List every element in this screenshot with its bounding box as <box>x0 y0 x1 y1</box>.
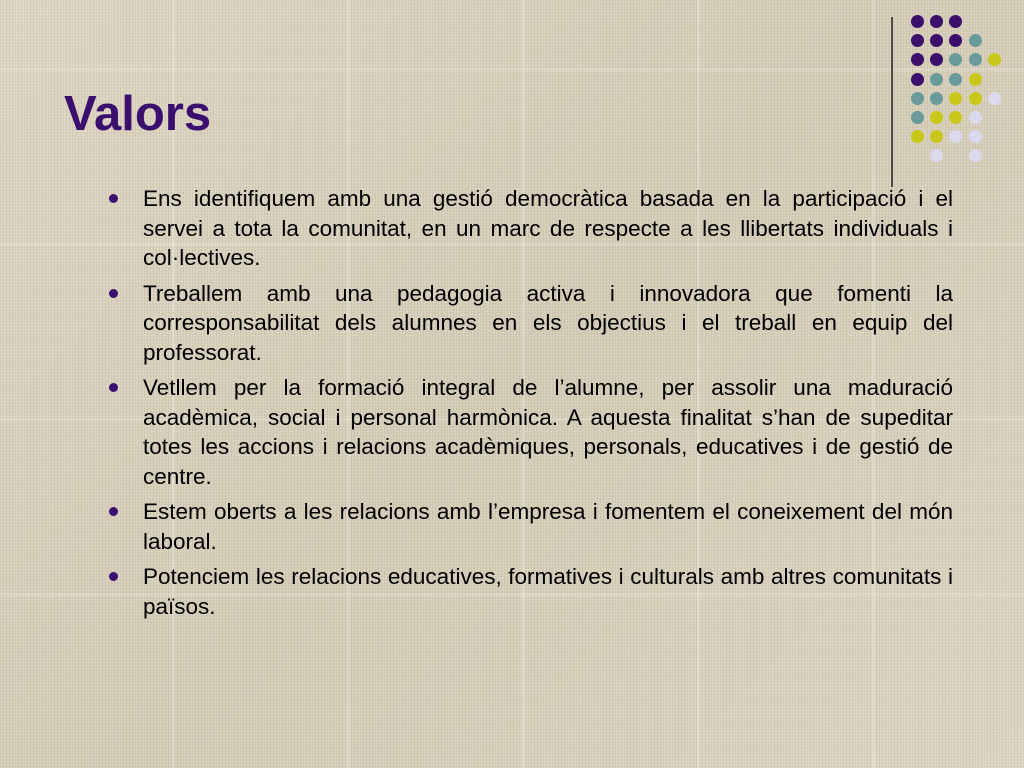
slide-title: Valors <box>64 87 212 141</box>
purple-dot-icon <box>911 34 924 47</box>
teal-dot-icon <box>949 73 962 86</box>
bullet-item <box>105 279 953 368</box>
teal-dot-icon <box>911 111 924 124</box>
bullet-text: Treballem amb una pedagogia activa i innovadora que fomenti la corresponsabilitat dels alumnes en els objectius i el treball en equip del professorat. <box>143 280 953 365</box>
bullet-icon <box>109 383 118 392</box>
bullet-text: Potenciem les relacions educatives, formatives i culturals amb altres comunitats i països. <box>143 564 953 619</box>
bullet-icon <box>109 289 118 298</box>
teal-dot-icon <box>949 53 962 66</box>
bullet-item <box>105 497 953 556</box>
bullet-text: Vetllem per la formació integral de l’alumne, per assolir una maduració acadèmica, social i personal harmònica. A aquesta finalitat s’han de supeditar totes les accions i relacions acadèmiques, personals, educatives i de gestió de centre. <box>143 375 953 489</box>
decorative-vertical-line <box>891 17 893 187</box>
purple-dot-icon <box>911 73 924 86</box>
lavender-dot-icon <box>930 149 943 162</box>
purple-dot-icon <box>949 34 962 47</box>
purple-dot-icon <box>911 53 924 66</box>
yellow-dot-icon <box>911 130 924 143</box>
teal-dot-icon <box>969 53 982 66</box>
purple-dot-icon <box>911 15 924 28</box>
bullet-list <box>105 184 953 627</box>
yellow-dot-icon <box>949 111 962 124</box>
decorative-dot-grid <box>911 15 1011 165</box>
lavender-dot-icon <box>969 149 982 162</box>
purple-dot-icon <box>930 34 943 47</box>
bullet-icon <box>109 572 118 581</box>
bullet-icon <box>109 507 118 516</box>
purple-dot-icon <box>930 53 943 66</box>
teal-dot-icon <box>930 73 943 86</box>
teal-dot-icon <box>911 92 924 105</box>
lavender-dot-icon <box>969 130 982 143</box>
bullet-text: Estem oberts a les relacions amb l’empresa i fomentem el coneixement del món laboral. <box>143 499 953 554</box>
yellow-dot-icon <box>969 92 982 105</box>
purple-dot-icon <box>949 15 962 28</box>
bullet-item <box>105 373 953 491</box>
bullet-icon <box>109 194 118 203</box>
bullet-item <box>105 184 953 273</box>
yellow-dot-icon <box>988 53 1001 66</box>
lavender-dot-icon <box>949 130 962 143</box>
purple-dot-icon <box>930 15 943 28</box>
yellow-dot-icon <box>949 92 962 105</box>
teal-dot-icon <box>930 92 943 105</box>
yellow-dot-icon <box>930 130 943 143</box>
bullet-item <box>105 562 953 621</box>
bullet-text: Ens identifiquem amb una gestió democràtica basada en la participació i el servei a tota la comunitat, en un marc de respecte a les llibertats individuals i col·lectives. <box>143 186 953 270</box>
yellow-dot-icon <box>969 73 982 86</box>
teal-dot-icon <box>969 34 982 47</box>
yellow-dot-icon <box>930 111 943 124</box>
lavender-dot-icon <box>988 92 1001 105</box>
lavender-dot-icon <box>969 111 982 124</box>
